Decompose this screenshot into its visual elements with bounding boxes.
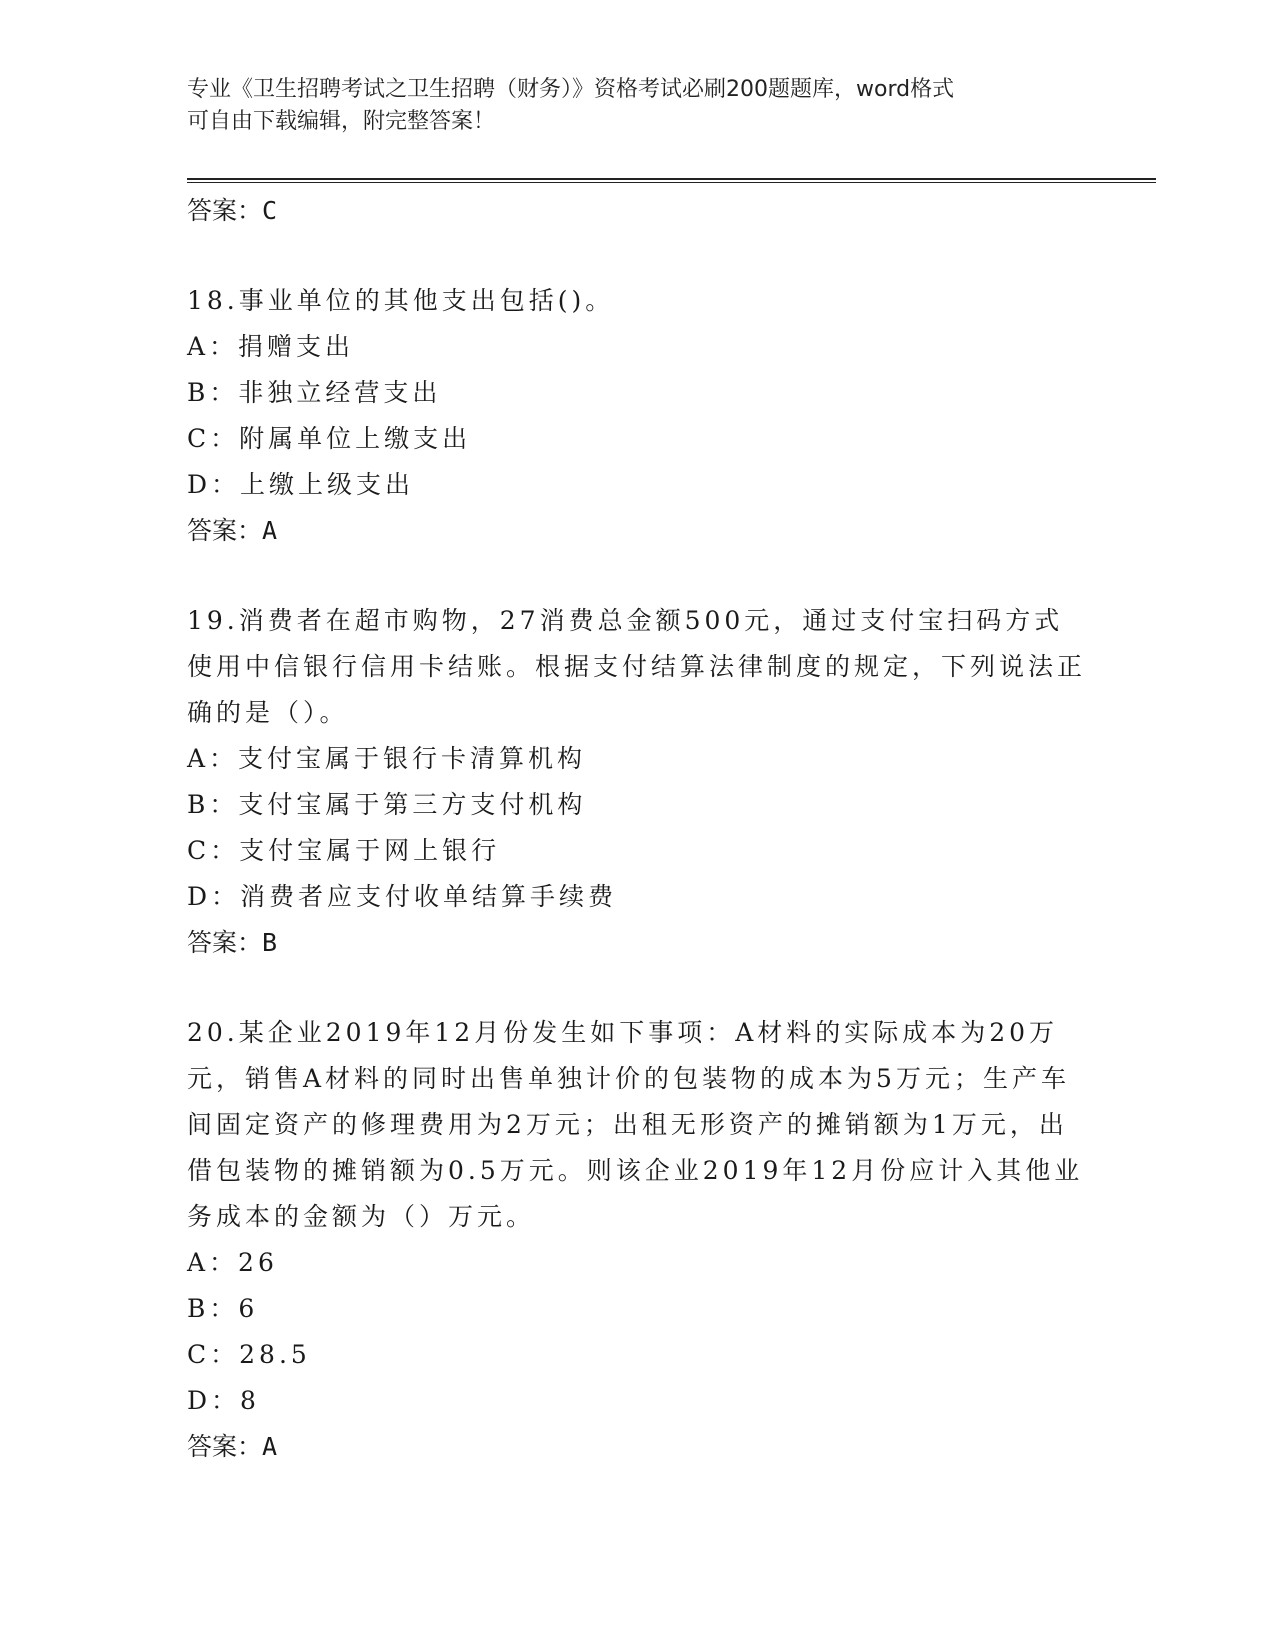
option-d: D：上缴上级支出 [187,470,415,499]
question-stem: 18.事业单位的其他支出包括()。 [187,286,615,315]
header-divider [187,178,1156,183]
answer-value: B [262,928,278,957]
option-d: D：消费者应支付收单结算手续费 [187,882,618,911]
option-c: C：附属单位上缴支出 [187,424,472,453]
header-line-1: 专业《卫生招聘考试之卫生招聘（财务）》资格考试必刷200题题库，word格式 [187,77,955,102]
question-19 [187,598,1087,966]
answer-value: A [262,516,278,545]
question-stem: 19.消费者在超市购物，27消费总金额500元，通过支付宝扫码方式使用中信银行信用卡结账。根据支付结算法律制度的规定，下列说法正确的是（）。 [187,606,1087,727]
option-a: A：支付宝属于银行卡清算机构 [187,744,587,773]
answer-line-17 [187,188,1087,234]
question-20 [187,1010,1087,1470]
answer-label: 答案： [187,928,263,957]
option-b: B：6 [187,1294,259,1323]
question-list [187,188,1087,1470]
answer-line [187,920,1087,966]
option-b: B：支付宝属于第三方支付机构 [187,790,587,819]
answer-line [187,508,1087,554]
option-c: C：支付宝属于网上银行 [187,836,501,865]
option-b: B：非独立经营支出 [187,378,442,407]
page-header [187,74,1087,138]
option-c: C：28.5 [187,1340,311,1369]
question-stem: 20.某企业2019年12月份发生如下事项：A材料的实际成本为20万元，销售A材料的同时出售单独计价的包装物的成本为5万元；生产车间固定资产的修理费用为2万元；出租无形资产的摊销额为1万元，出借包装物的摊销额为0.5万元。则该企业2019年12月份应计入其他业务成本的金额为（）万元。 [187,1018,1084,1231]
answer-value: C [262,196,278,225]
option-a: A：26 [187,1248,278,1277]
question-18 [187,278,1087,554]
option-d: D：8 [187,1386,260,1415]
answer-line [187,1424,1087,1470]
answer-label: 答案： [187,516,263,545]
answer-label: 答案： [187,1432,263,1461]
answer-value: A [262,1432,278,1461]
answer-label: 答案： [187,196,263,225]
header-line-2: 可自由下载编辑，附完整答案！ [187,109,496,134]
option-a: A：捐赠支出 [187,332,355,361]
